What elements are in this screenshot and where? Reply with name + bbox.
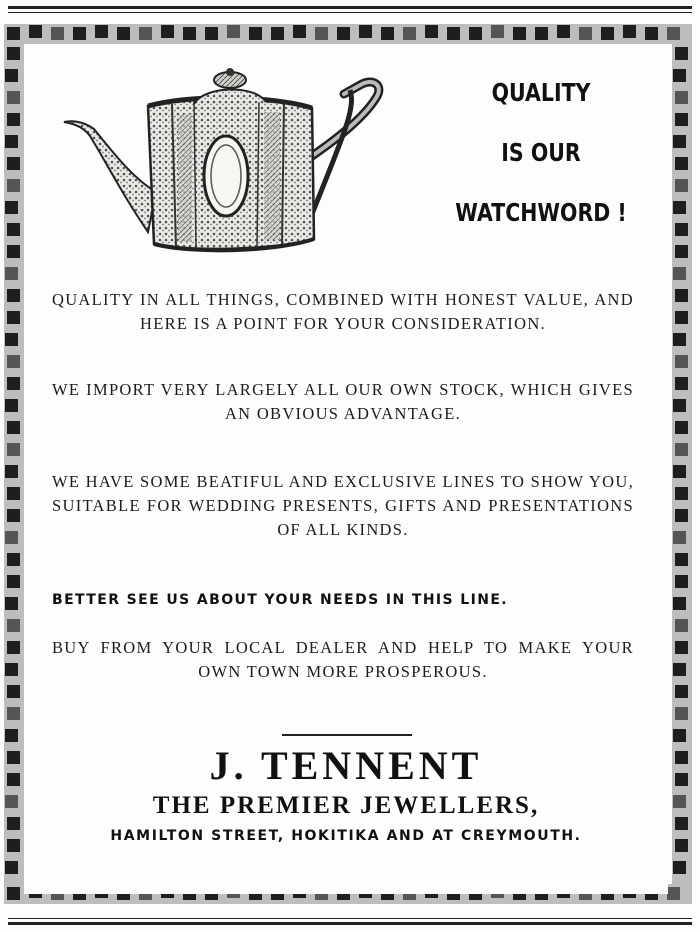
decorative-border-right (672, 44, 692, 884)
business-address: HAMILTON STREET, HOKITIKA AND AT CREYMOUTH. (110, 828, 582, 844)
paragraph-buy-local: BUY FROM YOUR LOCAL DEALER AND HELP TO MAKE YOUR OWN TOWN MORE PROSPEROUS. (52, 638, 634, 681)
headline-is-our: IS OUR (501, 138, 581, 167)
paragraph-import: WE IMPORT VERY LARGELY ALL OUR OWN STOCK, WHICH GIVES AN OBVIOUS ADVANTAGE. (52, 380, 634, 423)
paragraph-better-see-us: BETTER SEE US ABOUT YOUR NEEDS IN THIS LINE. (52, 592, 509, 608)
headline-watchword: WATCHWORD ! (455, 198, 627, 227)
paragraph-exclusive-lines: WE HAVE SOME BEATIFUL AND EXCLUSIVE LINES TO SHOW YOU, SUITABLE FOR WEDDING PRESENTS, GIFTS AND PRESENTATIONS OF ALL KINDS. (52, 472, 635, 539)
signature-rule (282, 734, 412, 736)
top-rule-thin (8, 12, 692, 13)
bottom-rule-thick (8, 922, 692, 925)
top-rule-thick (8, 6, 692, 9)
teapot-icon (44, 64, 384, 259)
headline-quality: QUALITY (491, 78, 591, 107)
advertisement-panel (24, 44, 668, 894)
bottom-rule-thin (8, 918, 692, 919)
decorative-border-left (4, 44, 24, 884)
paragraph-quality: QUALITY IN ALL THINGS, COMBINED WITH HONEST VALUE, AND HERE IS A POINT FOR YOUR CONSIDERATION. (52, 290, 634, 333)
business-name: J. TENNENT (209, 743, 483, 788)
business-title: THE PREMIER JEWELLERS, (152, 792, 540, 819)
decorative-border-top (4, 24, 692, 44)
